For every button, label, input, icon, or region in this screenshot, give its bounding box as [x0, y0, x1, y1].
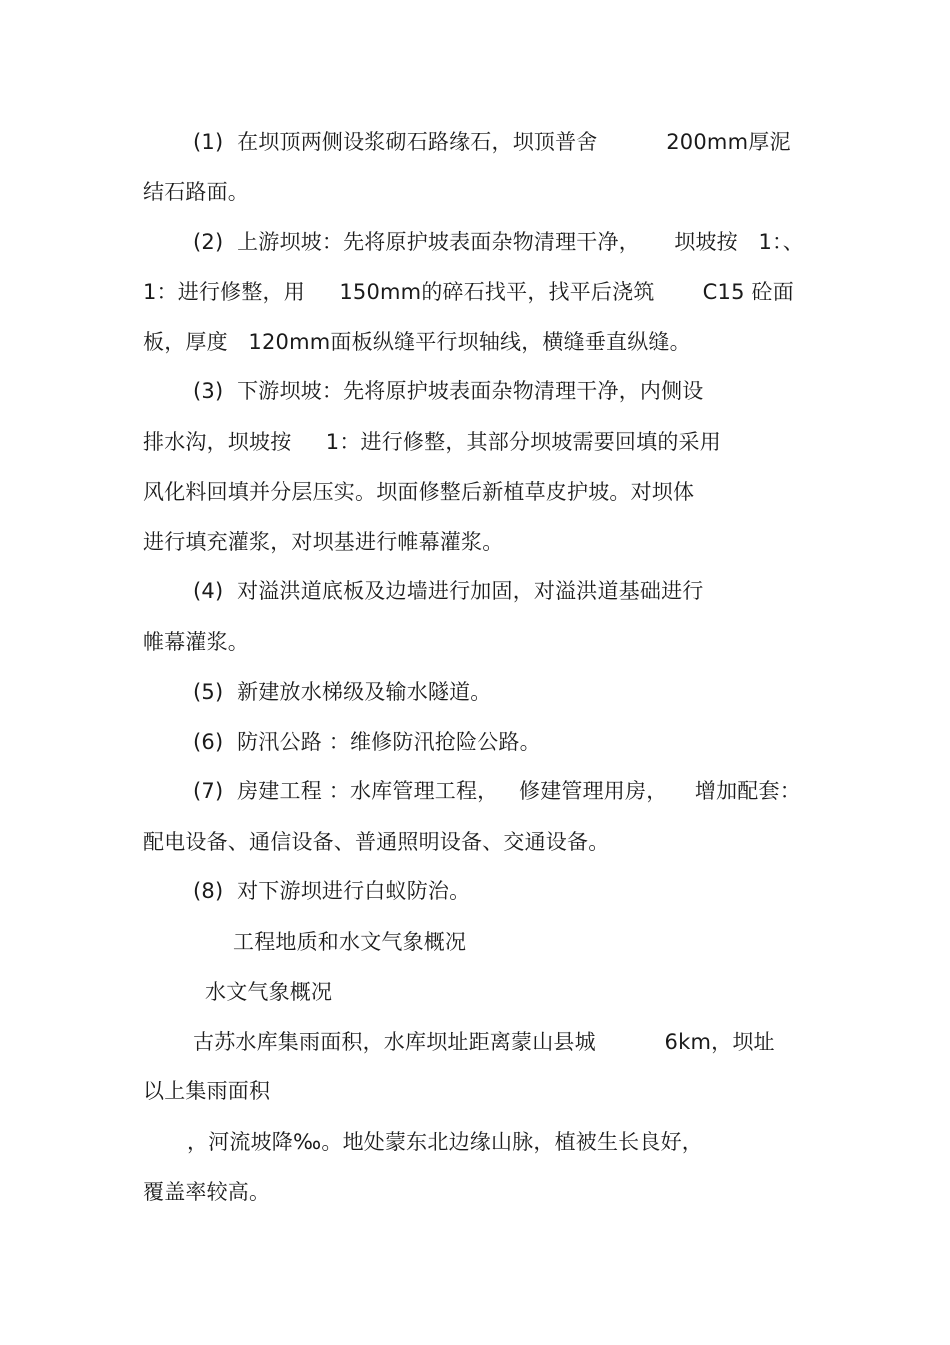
text-line: (4) 对溢洪道底板及边墙进行加固，对溢洪道基础进行 [193, 579, 704, 603]
text-line: 进行填充灌浆，对坝基进行帷幕灌浆。 [143, 530, 504, 554]
text-line: 结石路面。 [143, 180, 249, 204]
text-line: 帷幕灌浆。 [143, 630, 249, 654]
text-line: ，河流坡降‰。地处蒙东北边缘山脉，植被生长良好， [187, 1130, 703, 1154]
text-line: 以上集雨面积 [143, 1079, 271, 1103]
text-line: (6) 防汛公路 ：维修防汛抢险公路。 [193, 730, 541, 754]
text-line: 1：进行修整，用 150mm的碎石找平，找平后浇筑 C15 砼面 [143, 280, 794, 304]
text-line: 配电设备、通信设备、普通照明设备、交通设备。 [143, 830, 610, 854]
subsection-heading: 水文气象概况 [205, 980, 333, 1004]
text-line: (8) 对下游坝进行白蚁防治。 [193, 879, 471, 903]
text-line: (2) 上游坝坡：先将原护坡表面杂物清理干净， 坝坡按 1：、 [193, 230, 804, 254]
text-line: (3) 下游坝坡：先将原护坡表面杂物清理干净，内侧设 [193, 379, 704, 403]
text-line: (1) 在坝顶两侧设浆砌石路缘石，坝顶普舍 200mm厚泥 [193, 130, 791, 154]
text-line: 排水沟，坝坡按 1：进行修整，其部分坝坡需要回填的采用 [143, 430, 721, 454]
section-heading: 工程地质和水文气象概况 [233, 930, 467, 954]
text-line: 覆盖率较高。 [143, 1180, 271, 1204]
text-line: 风化料回填并分层压实。坝面修整后新植草皮护坡。对坝体 [143, 480, 695, 504]
text-line: 古苏水库集雨面积，水库坝址距离蒙山县城 6km，坝址 [193, 1030, 775, 1054]
text-line: (5) 新建放水梯级及输水隧道。 [193, 680, 492, 704]
text-line: (7) 房建工程 ：水库管理工程， 修建管理用房， 增加配套： [193, 779, 801, 803]
text-line: 板，厚度 120mm面板纵缝平行坝轴线，横缝垂直纵缝。 [143, 330, 691, 354]
